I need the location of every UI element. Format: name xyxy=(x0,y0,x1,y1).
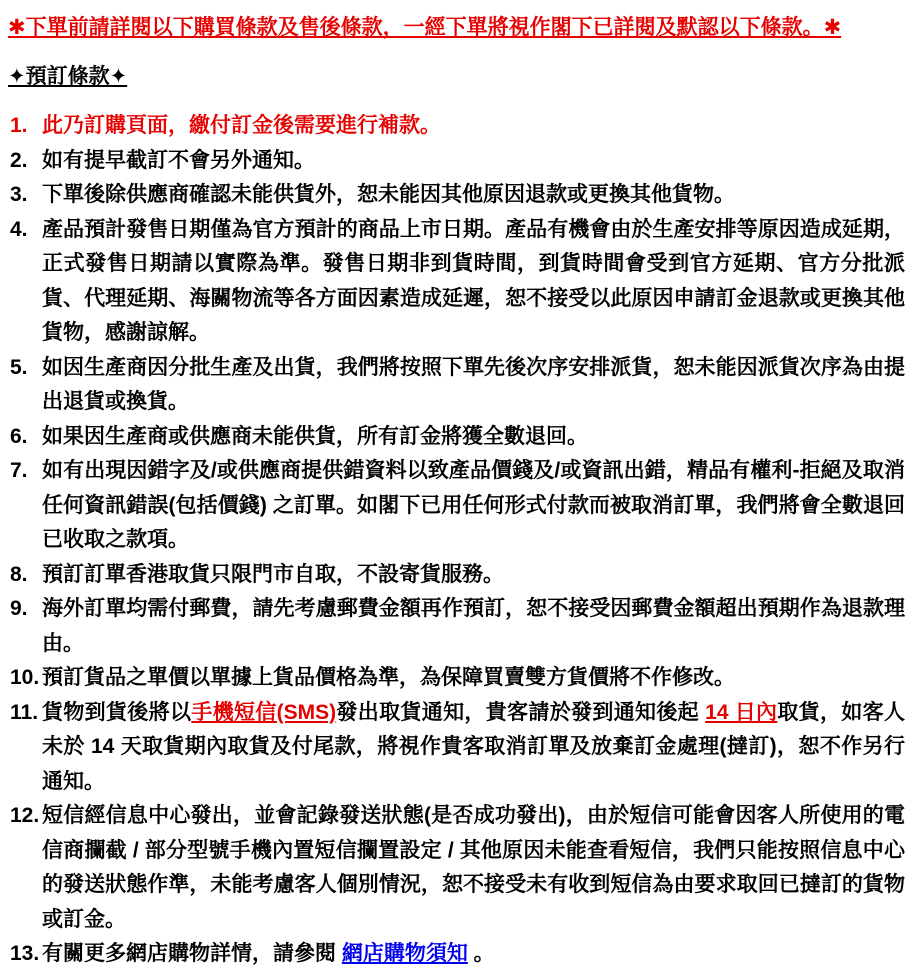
term-number: 2. xyxy=(10,148,28,172)
term-item xyxy=(8,799,905,937)
term-item xyxy=(8,454,905,558)
term-text: 如有提早截訂不會另外通知。 xyxy=(42,148,315,172)
term-number: 8. xyxy=(10,562,28,586)
term-text: 貨物到貨後將以 xyxy=(42,700,192,724)
term-item xyxy=(8,178,905,213)
term-text: 發出取貨通知，貴客請於發到通知後起 xyxy=(336,700,706,724)
term-number: 3. xyxy=(10,183,28,206)
term-text: 有關更多網店購物詳情，請參閱 xyxy=(42,942,342,965)
term-text: 如果因生產商或供應商未能供貨，所有訂金將獲全數退回。 xyxy=(42,424,588,448)
term-number: 9. xyxy=(10,597,28,620)
term-text: 產品預計發售日期僅為官方預計的商品上市日期。產品有機會由於生產安排等原因造成延期，正式發售日期請以實際為準。發售日期非到貨時間，到貨時間會受到官方延期、官方分批派貨、代理延期、海關物流等各方面因素造成延遲，恕不接受以此原因申請訂金退款或更換其他貨物，感謝諒解。 xyxy=(42,217,905,344)
term-number: 1. xyxy=(10,114,28,137)
term-item xyxy=(8,420,905,455)
shop-guide-link[interactable]: 網店購物須知 xyxy=(341,942,468,965)
term-number: 7. xyxy=(10,459,28,482)
term-number: 4. xyxy=(10,217,28,241)
term-item xyxy=(8,144,905,179)
terms-list xyxy=(8,109,905,972)
term-item xyxy=(8,109,905,144)
sms-highlight: 手機短信(SMS) xyxy=(191,700,337,724)
notice-header: ✱下單前請詳閱以下購買條款及售後條款，一經下單將視作閣下已詳閱及默認以下條款。✱ xyxy=(8,16,842,39)
term-text: 如因生產商因分批生產及出貨，我們將按照下單先後次序安排派貨，恕未能因派貨次序為由提出退貨或換貨。 xyxy=(42,355,905,413)
term-number: 10. xyxy=(10,666,40,689)
term-item xyxy=(8,558,905,593)
term-item xyxy=(8,213,905,351)
term-item xyxy=(8,661,905,696)
term-item xyxy=(8,937,905,972)
term-number: 13. xyxy=(10,942,40,965)
term-item xyxy=(8,696,905,800)
term-text: 此乃訂購頁面，繳付訂金後需要進行補款。 xyxy=(42,114,441,137)
term-item xyxy=(8,592,905,661)
term-number: 6. xyxy=(10,424,28,448)
term-number: 12. xyxy=(10,804,40,827)
term-number: 5. xyxy=(10,355,28,379)
term-text: 短信經信息中心發出，並會記錄發送狀態(是否成功發出)，由於短信可能會因客人所使用的電信商攔截 / 部分型號手機內置短信攔置設定 / 其他原因未能查看短信，我們只能按照信息中心的發送狀態作準，未能考慮客人個別情況，恕不接受未有收到短信為由要求取回已撻訂的貨物或訂金。 xyxy=(42,804,905,931)
term-text: 預訂貨品之單價以單據上貨品價格為準，為保障買賣雙方貨價將不作修改。 xyxy=(42,666,735,689)
term-text: 預訂訂單香港取貨只限門市自取，不設寄貨服務。 xyxy=(42,562,504,586)
term-text: 如有出現因錯字及/或供應商提供錯資料以致產品價錢及/或資訊出錯，精品有權利-拒絕及取消任何資訊錯誤(包括價錢) 之訂單。如閣下已用任何形式付款而被取消訂單，我們將會全數退回已收取之款項。 xyxy=(42,459,905,551)
term-item xyxy=(8,351,905,420)
term-text: 海外訂單均需付郵費，請先考慮郵費金額再作預訂，恕不接受因郵費金額超出預期作為退款理由。 xyxy=(42,597,905,655)
term-number: 11. xyxy=(10,700,39,724)
term-text: 取貨，如客人未於 14 天取貨期內取貨及付尾款，將視作貴客取消訂單及放棄訂金處理(撻訂)，恕不作另行通知。 xyxy=(42,700,905,793)
pickup-deadline-highlight: 14 日內 xyxy=(705,700,778,724)
section-title: ✦預訂條款✦ xyxy=(8,64,128,88)
term-text: 。 xyxy=(467,942,495,965)
term-text: 下單後除供應商確認未能供貨外，恕未能因其他原因退款或更換其他貨物。 xyxy=(42,183,735,206)
